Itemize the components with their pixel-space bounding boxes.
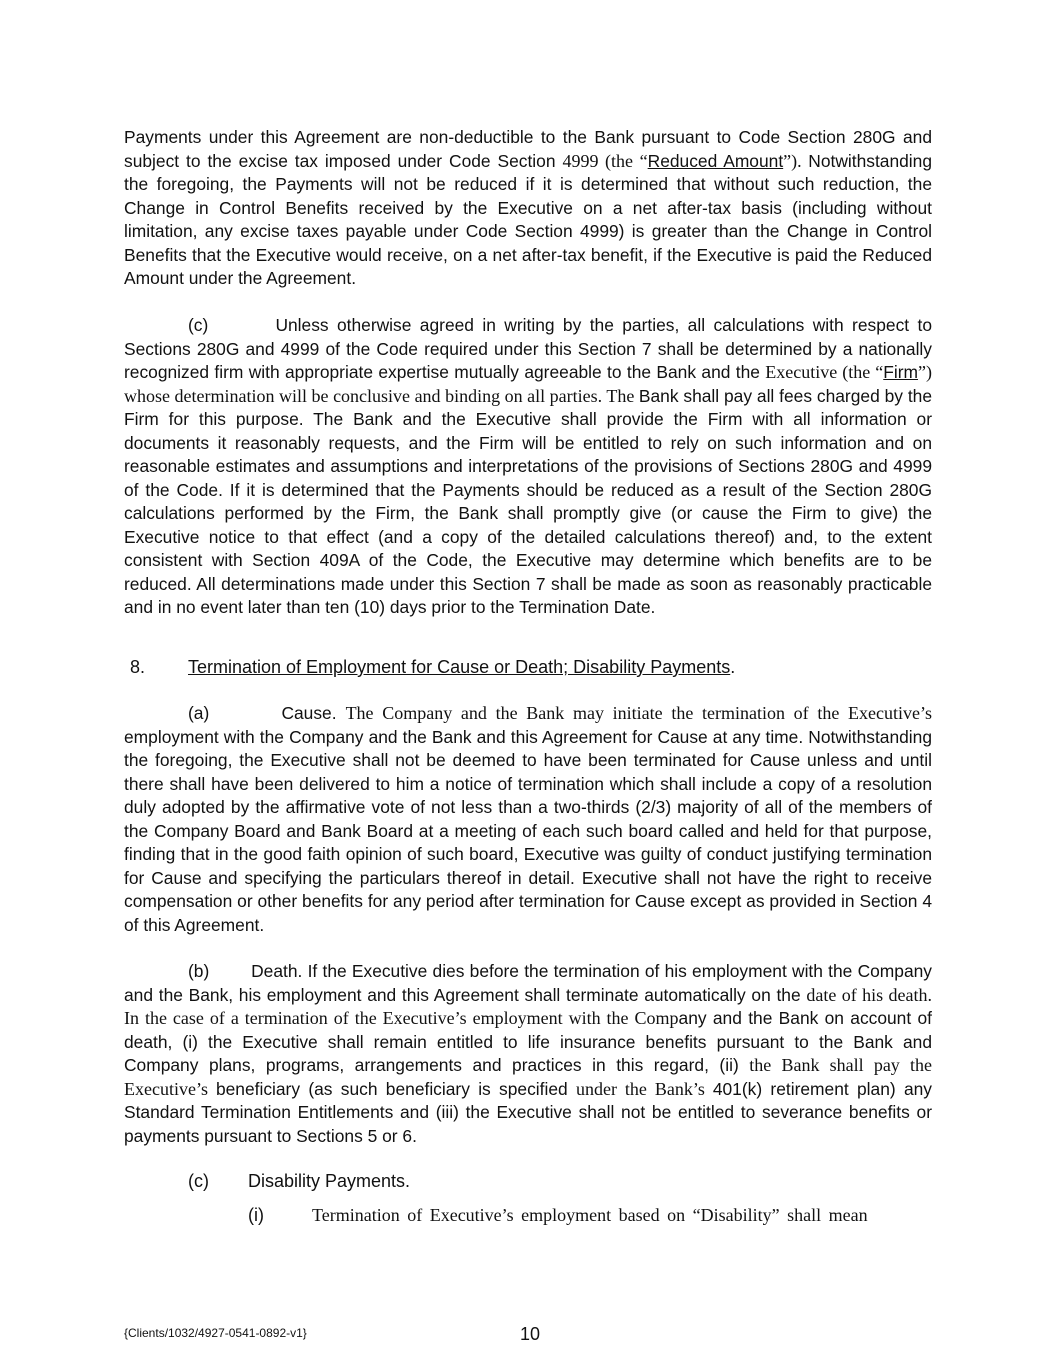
paragraph-8c-i (248, 1205, 868, 1226)
text-run: Unless otherwise agreed in writing by the parties, all calculations with respect to Sections 280G and 4999 of the Code required under this Section 7 shall be determined by a nationally recognized firm with appropriate expertise mutually agreeable to the Bank and the (124, 315, 932, 382)
defined-term-reduced-amount: Reduced Amount (647, 150, 784, 171)
section-title-period: . (730, 657, 736, 677)
text-run: date of his death. In the case of a termination of the Executive’s employment with the Comp (124, 984, 932, 1028)
paragraph-label: (i) (248, 1205, 264, 1225)
paragraph-label: (c) (188, 1171, 209, 1191)
text-run: Notwithstanding the foregoing, the Payments will not be reduced if it is determined that without such reduction, the Change in Control Benefits received by the Executive on a net after-tax basis (including without limitation, any excise taxes payable under Code Section 4999) is greater than the Change in Control Benefits that the Executive would receive, on a net after-tax benefit, if the Executive is paid the Reduced Amount under the Agreement. (124, 150, 933, 288)
paragraph-label: (b) (188, 961, 210, 981)
text-run: ”) whose determination will be conclusive and binding on all parties. The (124, 362, 932, 406)
paragraph-heading: Disability Payments. (248, 1171, 411, 1191)
footer-document-id: {Clients/1032/4927-0541-0892-v1} (124, 1326, 307, 1340)
section-8-heading (130, 655, 735, 679)
text-run: Payments under this Agreement are non-deductible to the Bank pursuant to Code Section 280G and subject to the excise tax imposed under Code Section (124, 127, 932, 171)
text-run: under the Bank’s (575, 1078, 713, 1099)
paragraph-8c (188, 1171, 410, 1192)
paragraph-7b-continuation (124, 126, 932, 291)
text-run: the Bank shall pay the Executive’s (124, 1055, 932, 1099)
paragraph-label: (c) (188, 315, 209, 335)
paragraph-label: (a) (188, 703, 210, 723)
text-run: beneficiary (as such beneficiary is specified (215, 1078, 576, 1099)
text-run: The Company and the Bank may initiate the termination of the Executive’s (345, 703, 932, 723)
section-title: Termination of Employment for Cause or Death; Disability Payments (188, 657, 731, 677)
paragraph-heading: Cause. (281, 703, 346, 723)
text-run: Executive (the “ (765, 362, 884, 382)
text-run: ”). (783, 150, 809, 171)
text-run: 401(k) retirement plan) any Standard Termination Entitlements and (iii) the Executive shall not be entitled to severance benefits or payments pursuant to Sections 5 or 6. (124, 1078, 933, 1146)
text-run: Termination of Executive’s employment based on “Disability” shall mean (312, 1205, 868, 1225)
paragraph-7c (124, 314, 932, 620)
text-run: employment with the Company and the Bank and this Agreement for Cause at any time. Notwithstanding the foregoing, the Executive shall not be deemed to have been terminated for Cause unless and until there shall have been delivered to him a notice of termination which shall include a copy of a resolution duly adopted by the affirmative vote of not less than a two-thirds (2/3) majority of all of the members of the Company Board and Bank Board at a meeting of each such board called and held for that purpose, finding that in the good faith opinion of such board, Executive was guilty of conduct justifying termination for Cause and specifying the particulars thereof in detail. Executive shall not have the right to receive compensation or other benefits for any period after termination for Cause except as provided in Section 4 of this Agreement. (124, 726, 932, 935)
text-run: 4999 (the “ (562, 150, 648, 171)
text-run: If the Executive dies before the termination of his employment with the Company and the Bank, his employment and this Agreement shall terminate automatically on the (124, 961, 932, 1005)
text-run: Bank shall pay all fees charged by the Firm for this purpose. The Bank and the Executive shall provide the Firm with all information or documents it reasonably requests, and the Firm will be entitled to rely on such information and on reasonable estimates and assumptions and interpretations of the provisions of Sections 280G and 4999 of the Code. If it is determined that the Payments should be reduced as a result of the Section 280G calculations performed by the Firm, the Bank shall promptly give (or cause the Firm to give) the Executive notice to that effect (and a copy of the detailed calculations thereof) and, to the extent consistent with Section 409A of the Code, the Executive may determine which benefits are to be reduced. All determinations made under this Section 7 shall be made as soon as reasonably practicable and in no event later than ten (10) days prior to the Termination Date. (124, 385, 932, 617)
section-number: 8. (130, 657, 146, 677)
defined-term-firm: Firm (883, 362, 919, 382)
paragraph-8a (124, 702, 932, 937)
page-number: 10 (520, 1324, 541, 1344)
paragraph-8b (124, 960, 932, 1148)
paragraph-heading: Death. (251, 961, 308, 981)
text-run: any and the Bank on account of death, (i) the Executive shall remain entitled to life insurance benefits pursuant to the Bank and Company plans, programs, arrangements and practices in this regard, (ii) (124, 1008, 932, 1075)
